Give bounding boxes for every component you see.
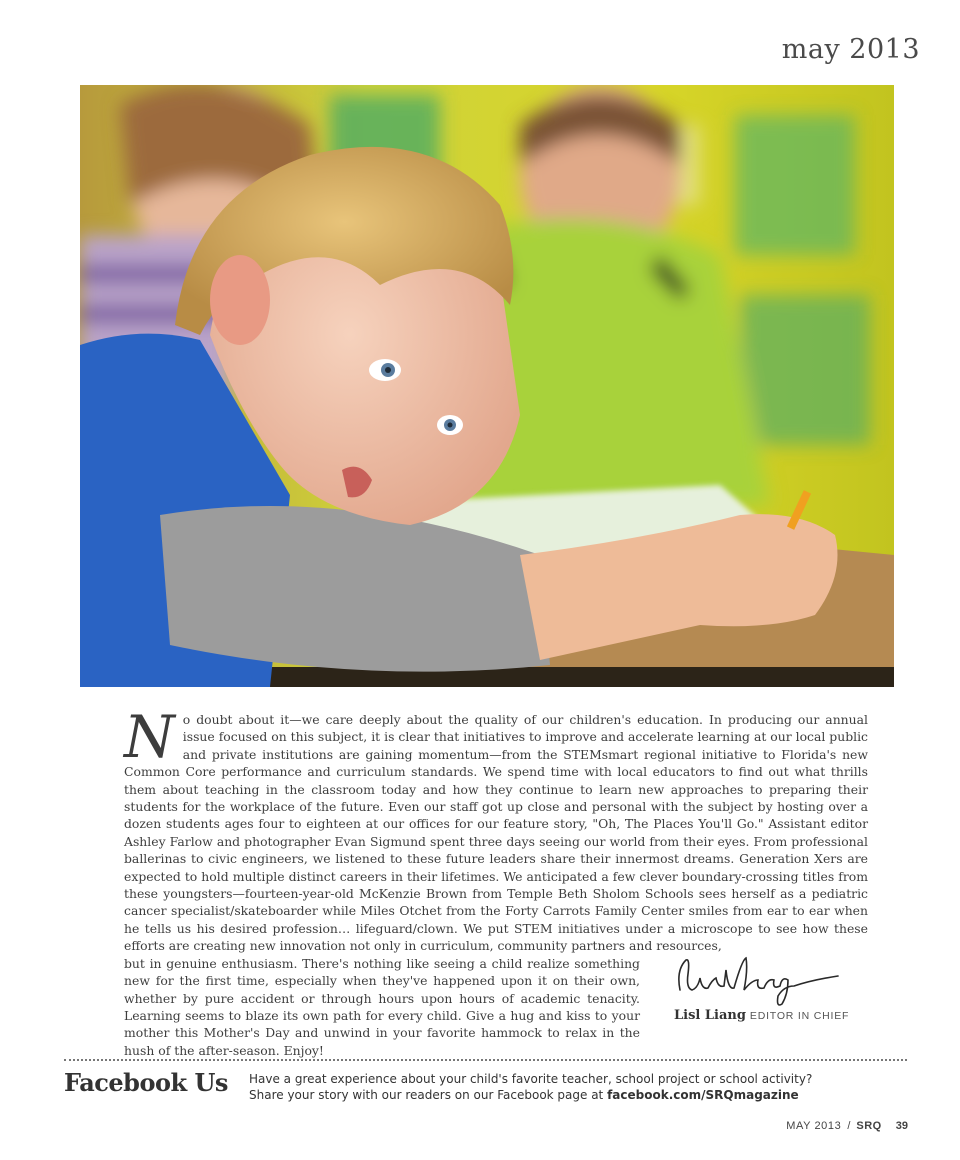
- editor-title: EDITOR IN CHIEF: [749, 1010, 850, 1022]
- page-folio: [786, 1120, 908, 1132]
- photo-illustration: [80, 85, 894, 687]
- page-number: 39: [895, 1120, 908, 1132]
- facebook-callout: [249, 1072, 849, 1103]
- drop-cap: N: [124, 703, 175, 771]
- folio-month: MAY 2013: [786, 1120, 842, 1132]
- facebook-line-2: [249, 1088, 849, 1104]
- facebook-line-2-prefix: Share your story with our readers on our Facebook page at: [249, 1087, 608, 1102]
- letter-body-main: o doubt about it—we care deeply about the quality of our children's education. In producing our annual issue focused on this subject, it is clear that initiatives to improve and accelerate learning at our local public and private institutions are gaining momentum—from the STEMsmart regional initiative to Florida's new Common Core performance and curriculum standards. We spend time with local educators to find out what thrills them about teaching in the classroom today and how they continue to learn new approaches to preparing their students for the workplace of the future. Even our staff got up close and personal with the subject by hosting over a dozen students ages four to eighteen at our offices for our feature story, "Oh, The Places You'll Go." Assistant editor Ashley Farlow and photographer Evan Sigmund spent three days seeing our world from their eyes. From professional ballerinas to civic engineers, we listened to these future leaders share their innermost dreams. Generation Xers are expected to hold multiple distinct careers in their lifetimes. We anticipated a few clever boundary-crossing titles from these youngsters—fourteen-year-old McKenzie Brown from Temple Beth Sholom Schools sees herself as a pediatric cancer specialist/skateboarder while Miles Otchet from the Forty Carrots Family Center smiles from ear to ear when he tells us his desired profession… lifeguard/clown. We put STEM initiatives under a microscope to see how these efforts are creating new innovation not only in curriculum, community partners and resources,: [124, 712, 868, 954]
- handwritten-signature: [672, 950, 842, 1010]
- facebook-heading: Facebook Us: [64, 1068, 228, 1097]
- facebook-line-1: Have a great experience about your child's favorite teacher, school project or school activity?: [249, 1072, 813, 1086]
- boy-writing-at-desk-photo: [80, 85, 894, 687]
- editor-name: Lisl Liang: [674, 1008, 746, 1023]
- issue-date: may 2013: [781, 34, 920, 65]
- facebook-link[interactable]: facebook.com/SRQmagazine: [607, 1087, 799, 1102]
- signature-block: [672, 950, 862, 1030]
- letter-body-closing: but in genuine enthusiasm. There's nothing like seeing a child realize something new for the first time, especially when they've happened upon it on their own, whether by pure accident or through hours upon hours of academic tenacity. Learning seems to blaze its own path for every child. Give a hug and kiss to your mother this Mother's Day and unwind in your favorite hammock to relax in the hush of the after-season. Enjoy!: [124, 955, 640, 1058]
- folio-magazine: SRQ: [856, 1120, 882, 1132]
- editor-name-line: [674, 1008, 849, 1023]
- folio-separator: /: [847, 1120, 851, 1132]
- dotted-divider: [64, 1059, 907, 1061]
